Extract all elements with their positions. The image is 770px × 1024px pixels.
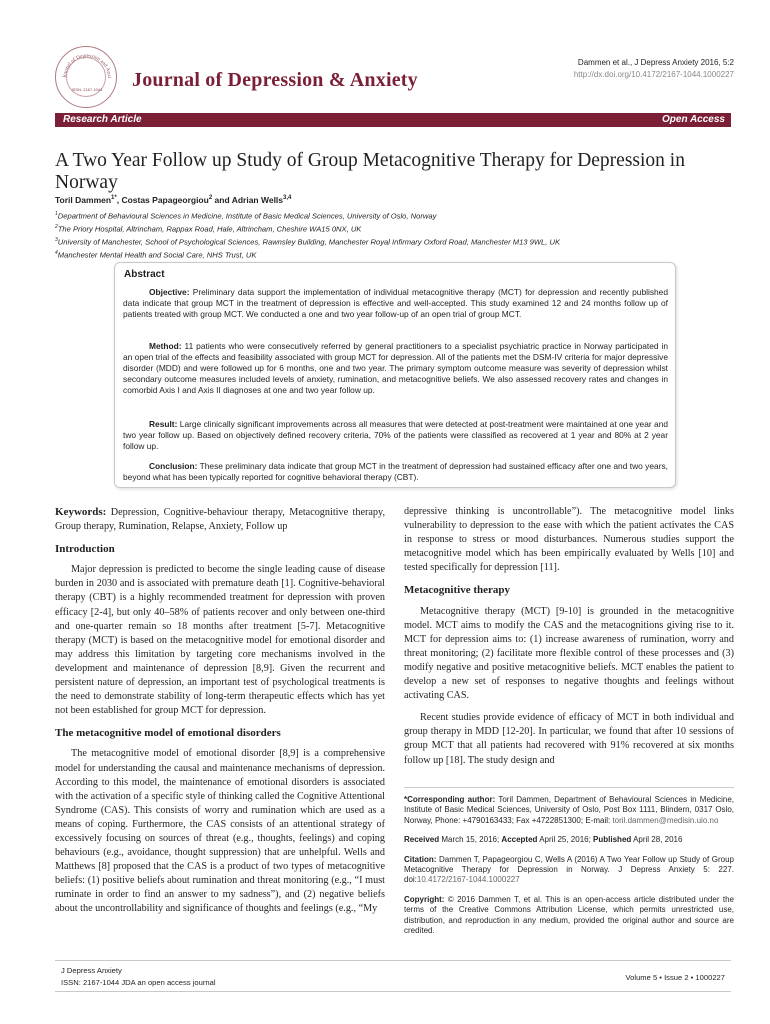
right-paragraph-continued: depressive thinking is uncontrollable”). The metacognitive model links vulnerability to depression to the ease with which the patient activates the CAS in response to stress or mood disturbances. Numerous studies support the metacognitive model which has been empirically evaluated by Wells [10] and tested specifically for depression [11]. <box>404 506 734 574</box>
affiliation-2: $^2$The Priory Hospital, Altrincham, Rappax Road, Hale, Altrincham, Cheshire WA15 0NX, UK <box>55 224 362 234</box>
introduction-heading: Introduction <box>55 543 115 556</box>
objective-label: Objective: <box>149 287 190 297</box>
method-text: 11 patients who were consecutively referred by general practitioners to a specialist psychiatric practice in Norway participated in an open trial of the effects and feasibility associated with group MCT for depression. All of the patients met the DSM-IV criteria for major depressive disorder (MDD) and were followed up for 6 months, one and two year. The primary symptom outcome measure was severity of depression whilst secondary outcome measures included levels of anxiety, rumination, and metacognitive beliefs. We also assessed recovery rates and changes in comorbid Axis I and Axis II diagnoses at one and two year follow up. <box>123 341 669 395</box>
abstract-box <box>114 262 676 488</box>
objective-text: Preliminary data support the implementation of individual metacognitive therapy (MCT) for depression and recently published data indicate that group MCT in the treatment of depression is effective and well-accepted. This study examined 12 and 24 months follow up of patients treated with group MCT. We conducted a one and two year follow-up of an open trial of group MCT. <box>123 287 669 319</box>
corresponding-text: Toril Dammen, Department of Behavioural Sciences in Medicine, Institute of Basic Medical Sciences, University of Oslo, Post Box 1111, Blindern, 0317 Oslo, Norway, Phone: +4790163433; Fax +4722851300; E-mail: <box>404 795 735 825</box>
footer-volume: Volume 5 • Issue 2 • 1000227 <box>625 973 725 982</box>
mct-heading: Metacognitive therapy <box>404 584 510 597</box>
citation-label: Citation: <box>404 854 437 864</box>
received-label: Received <box>404 835 440 845</box>
accepted-date: April 25, 2016; <box>539 835 591 845</box>
affiliation-4: $^4$Manchester Mental Health and Social Care, NHS Trust, UK <box>55 250 257 260</box>
keywords-label: Keywords: <box>55 506 107 518</box>
model-heading: The metacognitive model of emotional disorders <box>55 727 281 740</box>
citation-doi-link[interactable]: 10.4172/2167-1044.1000227 <box>416 875 520 885</box>
copyright-label: Copyright: <box>404 894 445 904</box>
seal-text: Journal of Depression and Anxi <box>61 52 113 79</box>
published-label: Published <box>593 835 632 845</box>
received-date: March 15, 2016; <box>441 835 500 845</box>
footer-journal-info <box>61 965 216 989</box>
body-right-column <box>404 505 734 776</box>
dates-line <box>404 835 734 845</box>
footer-journal: J Depress Anxiety <box>61 966 122 975</box>
article-type-label: Research Article <box>63 114 142 125</box>
introduction-paragraph: Major depression is predicted to become the single leading cause of disease burden in 2030 and is associated with premature death [1]. Cognitive-behavioral therapy (CBT) is a highly recommended treatment for depression with proven efficacy [2-4], but only 40–58% of patients recover and only between one-third and one-quarter remain so 18 months after treatment [5-7]. Metacognitive therapy (MCT) is based on the metacognitive model for emotional disorder and may address this limitation by targeting core mechanisms involved in the development and maintenance of depression [8,9]. Given the recurrent and persistent nature of depression, an important test of psychological treatments is the need to demonstrate stability of long-term therapeutic effects which has yet not been established for group MCT for depression. <box>55 564 385 717</box>
result-text: Large clinically significant improvements across all measures that were detected at post-treatment were maintained at one year and two year follow up. Based on objectively defined recovery criteria, 70% of the patients were classified as recovered at 1 year and 80% at 2 year follow up. <box>123 419 669 451</box>
svg-text:Journal of Depression and Anxi <box>56 47 112 79</box>
corresponding-author <box>404 795 734 826</box>
seal-lettering-icon <box>56 47 118 109</box>
conclusion-text: These preliminary data indicate that group MCT in the treatment of depression had sustained efficacy after one and two years, beyond what has been typically reported for cognitive behavioral therapy (CBT). <box>123 461 668 482</box>
copyright-block <box>404 895 734 937</box>
affiliation-1: $^1$Department of Behavioural Sciences in Medicine, Institute of Basic Medical Sciences, University of Oslo, Norway <box>55 211 437 221</box>
abstract-method <box>123 341 668 396</box>
abstract-heading: Abstract <box>124 269 165 280</box>
accepted-label: Accepted <box>501 835 538 845</box>
mct-paragraph-1: Metacognitive therapy (MCT) [9-10] is grounded in the metacognitive model. MCT aims to modify the CAS and the metacognitions giving rise to it. MCT for depression aims to: (1) increase awareness of rumination, worry and threat monitoring; (2) facilitate more flexible control of these processes and (3) modify negative and positive metacognitive beliefs. MCT enables the patient to develop a new set of responses to negative thoughts and feelings without activating CAS. <box>404 605 734 702</box>
citation-block <box>404 855 734 886</box>
keywords-text: Depression, Cognitive-behaviour therapy, Metacognitive therapy, Group therapy, Rumination, Relapse, Anxiety, Follow up <box>55 507 385 533</box>
header-citation <box>574 57 734 81</box>
conclusion-label: Conclusion: <box>149 461 198 471</box>
citation-line: Dammen et al., J Depress Anxiety 2016, 5:2 <box>577 58 734 67</box>
page-footer <box>55 960 731 992</box>
journal-title: Journal of Depression & Anxiety <box>132 69 418 91</box>
journal-seal-logo <box>55 46 117 108</box>
article-type-banner <box>55 113 731 127</box>
correspondence-block <box>404 795 734 945</box>
seal-issn: ISSN: 2167-1044 <box>71 87 103 92</box>
affiliations <box>55 209 560 262</box>
method-label: Method: <box>149 341 182 351</box>
abstract-result <box>123 419 668 452</box>
footer-issn: ISSN: 2167-1044 JDA an open access journal <box>61 978 216 987</box>
paper-title: A Two Year Follow up Study of Group Metacognitive Therapy for Depression in Norway <box>55 150 685 193</box>
citation-text: Dammen T, Papageorgiou C, Wells A (2016) A Two Year Follow up Study of Group Metacognitive Therapy for Depression in Norway. J Depress Anxiety 5: 227. doi: <box>404 854 734 885</box>
mct-paragraph-2: Recent studies provide evidence of efficacy of MCT in both individual and group therapy in MDD [12-20]. In particular, we found that after 10 sessions of group MCT that all patients had recovered with 91% recovered at six months follow up [18]. The study design and <box>404 712 734 766</box>
open-access-label: Open Access <box>662 114 725 125</box>
model-paragraph: The metacognitive model of emotional disorder [8,9] is a comprehensive model for understanding the causal and maintenance mechanisms of depression. According to this model, the maintenance of emotional disorders is associated with the activation of a specific style of thinking called the Cognitive Attentional Syndrome (CAS). This consists of worry and rumination which are used as a means of coping. Furthermore, the CAS consists of an attentional strategy of excessively focusing on sources of threat (e.g., thoughts, feelings) and coping behaviours (e.g., avoidance, thought suppression) that are unhelpful. Wells and Matthews [8] proposed that the CAS is a product of two types of metacognitive beliefs: (1) positive beliefs about rumination and threat monitoring (e.g., “I must ruminate in order to find an answer to my sadness”), and (2) negative beliefs about the uncontrollability and significance of thoughts and feelings (e.g., “My <box>55 748 385 915</box>
copyright-text: © 2016 Dammen T, et al. This is an open-access article distributed under the terms of the Creative Commons Attribution License, which permits unrestricted use, distribution, and reproduction in any medium, provided the original author and source are credited. <box>404 894 734 936</box>
author-list: Toril Dammen$^{1*}$, Costas Papageorgiou$^2$ and Adrian Wells$^{3,4}$ <box>55 195 292 205</box>
abstract-conclusion <box>123 461 668 483</box>
affiliation-3: $^3$University of Manchester, School of Psychological Sciences, Rawnsley Building, Manchester Royal Infirmary Oxford Road, Manchester M13 9WL, UK <box>55 237 561 247</box>
abstract-objective <box>123 287 668 320</box>
keywords <box>55 505 385 534</box>
result-label: Result: <box>149 419 178 429</box>
corresponding-label: *Corresponding author: <box>404 795 496 804</box>
body-left-column <box>55 505 385 925</box>
author-email-link[interactable]: toril.dammen@medisin.uio.no <box>612 815 719 825</box>
published-date: April 28, 2016 <box>633 835 683 845</box>
correspondence-divider <box>404 787 734 788</box>
doi-link[interactable]: http://dx.doi.org/10.4172/2167-1044.1000227 <box>573 70 734 79</box>
